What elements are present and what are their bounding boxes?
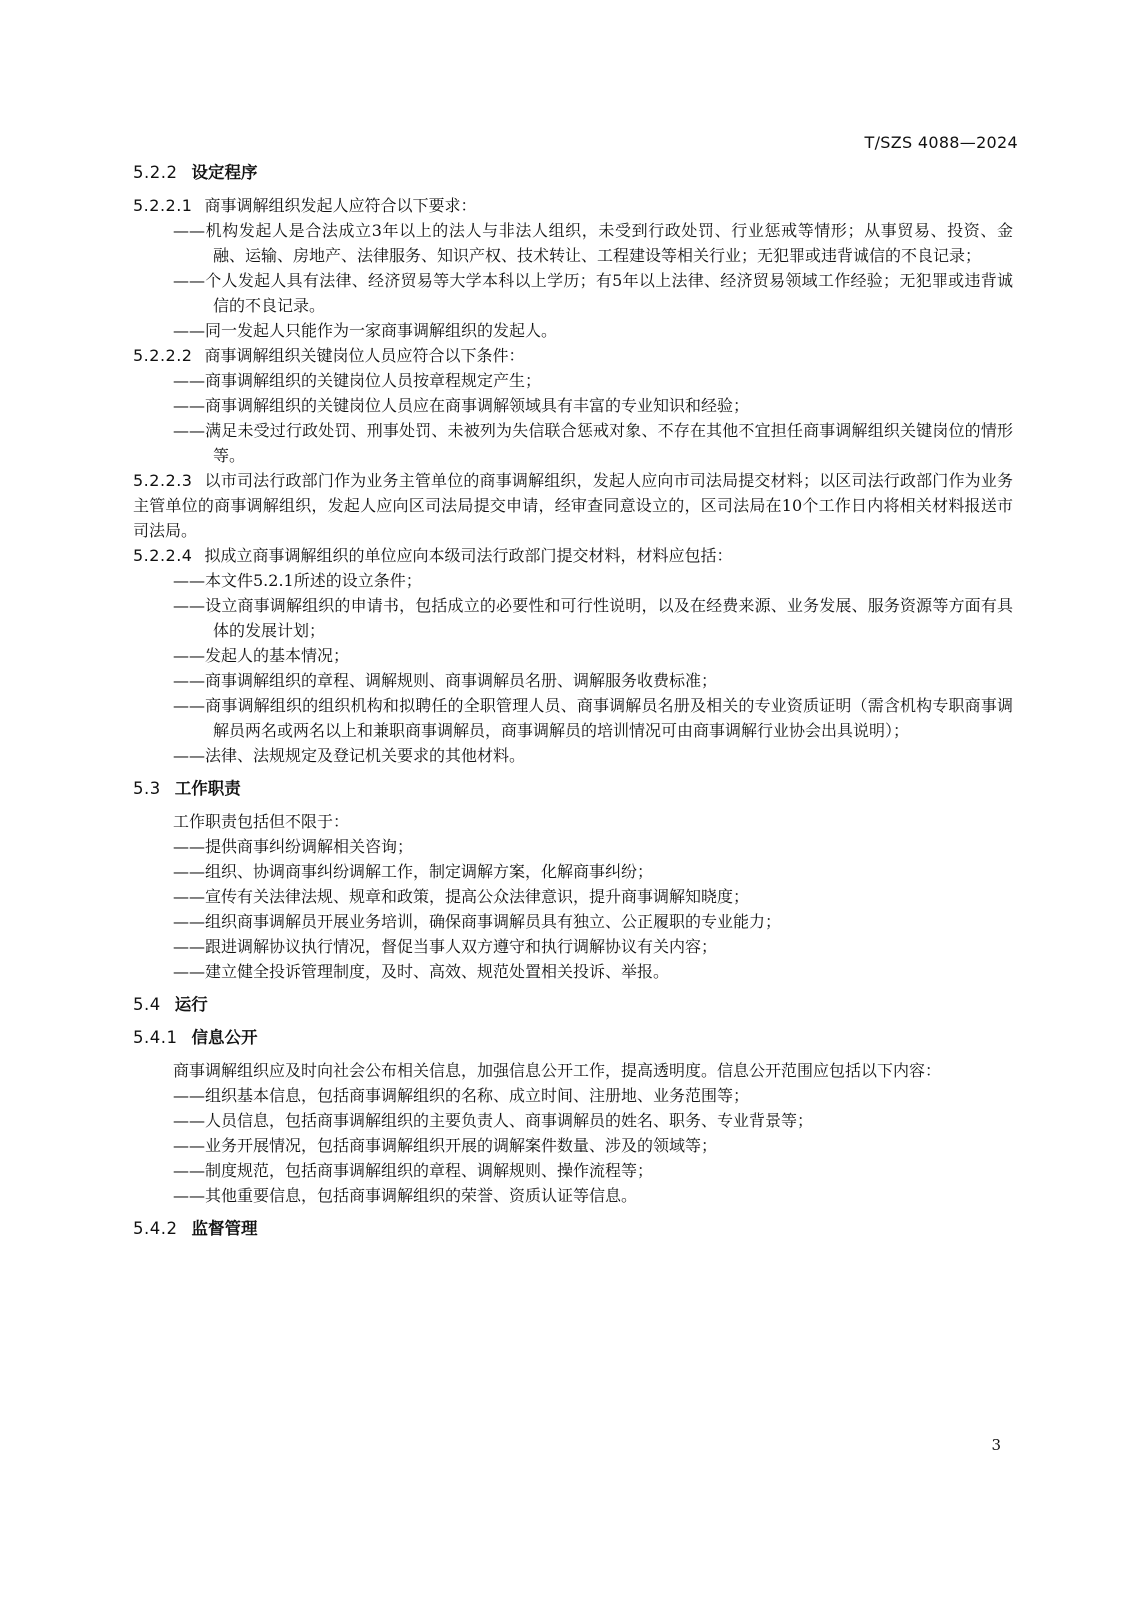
heading-title: 监督管理 bbox=[191, 1219, 258, 1238]
heading-5-4-1 bbox=[133, 1025, 1013, 1050]
list-item: ——提供商事纠纷调解相关咨询； bbox=[173, 837, 414, 856]
heading-number: 5.4 bbox=[133, 995, 161, 1014]
list-item: ——机构发起人是合法成立3年以上的法人与非法人组织，未受到行政处罚、行业惩戒等情形；从事贸易、投资、金融、运输、房地产、法律服务、知识产权、技术转让、工程建设等相关行业；无犯罪或违背诚信的不良记录； bbox=[173, 221, 1013, 265]
heading-5-4-2 bbox=[133, 1216, 1013, 1241]
heading-title: 运行 bbox=[174, 995, 208, 1014]
list-item: ——设立商事调解组织的申请书，包括成立的必要性和可行性说明，以及在经费来源、业务发展、服务资源等方面有具体的发展计划； bbox=[173, 596, 1013, 640]
heading-number: 5.4.1 bbox=[133, 1028, 178, 1047]
page-number: 3 bbox=[991, 1436, 1001, 1454]
list-item: ——业务开展情况，包括商事调解组织开展的调解案件数量、涉及的领域等； bbox=[173, 1136, 718, 1155]
clause-5-2-2-1 bbox=[133, 193, 1013, 218]
list-item: ——满足未受过行政处罚、刑事处罚、未被列为失信联合惩戒对象、不存在其他不宜担任商事调解组织关键岗位的情形等。 bbox=[173, 421, 1013, 465]
heading-number: 5.2.2 bbox=[133, 163, 178, 182]
list-item: ——组织、协调商事纠纷调解工作，制定调解方案，化解商事纠纷； bbox=[173, 862, 654, 881]
list-item: ——组织基本信息，包括商事调解组织的名称、成立时间、注册地、业务范围等； bbox=[173, 1086, 750, 1105]
list-item: ——发起人的基本情况； bbox=[173, 646, 350, 665]
list-item: ——本文件5.2.1所述的设立条件； bbox=[173, 571, 422, 590]
clause-text: 拟成立商事调解组织的单位应向本级司法行政部门提交材料，材料应包括： bbox=[204, 546, 733, 565]
section-intro: 商事调解组织应及时向社会公布相关信息，加强信息公开工作，提高透明度。信息公开范围应包括以下内容： bbox=[173, 1061, 942, 1080]
heading-5-3 bbox=[133, 776, 1013, 801]
heading-number: 5.4.2 bbox=[133, 1219, 178, 1238]
list-item: ——跟进调解协议执行情况，督促当事人双方遵守和执行调解协议有关内容； bbox=[173, 937, 718, 956]
clause-5-2-2-4 bbox=[133, 543, 1013, 568]
heading-5-4 bbox=[133, 992, 1013, 1017]
list-item: ——商事调解组织的组织机构和拟聘任的全职管理人员、商事调解员名册及相关的专业资质证明（需含机构专职商事调解员两名或两名以上和兼职商事调解员，商事调解员的培训情况可由商事调解行业协会出具说明）； bbox=[173, 696, 1013, 740]
list-item: ——个人发起人具有法律、经济贸易等大学本科以上学历；有5年以上法律、经济贸易领域工作经验；无犯罪或违背诚信的不良记录。 bbox=[173, 271, 1013, 315]
clause-number: 5.2.2.2 bbox=[133, 346, 193, 365]
list-item: ——商事调解组织的关键岗位人员按章程规定产生； bbox=[173, 371, 542, 390]
list-item: ——制度规范，包括商事调解组织的章程、调解规则、操作流程等； bbox=[173, 1161, 654, 1180]
list-item: ——同一发起人只能作为一家商事调解组织的发起人。 bbox=[173, 321, 558, 340]
clause-5-2-2-3 bbox=[133, 468, 1013, 543]
list-item: ——组织商事调解员开展业务培训，确保商事调解员具有独立、公正履职的专业能力； bbox=[173, 912, 782, 931]
list-item: ——其他重要信息，包括商事调解组织的荣誉、资质认证等信息。 bbox=[173, 1186, 638, 1205]
list-item: ——人员信息，包括商事调解组织的主要负责人、商事调解员的姓名、职务、专业背景等； bbox=[173, 1111, 814, 1130]
heading-title: 工作职责 bbox=[174, 779, 241, 798]
heading-5-2-2 bbox=[133, 160, 1013, 185]
heading-number: 5.3 bbox=[133, 779, 161, 798]
document-code: T/SZS 4088—2024 bbox=[864, 133, 1018, 152]
list-item: ——商事调解组织的关键岗位人员应在商事调解领域具有丰富的专业知识和经验； bbox=[173, 396, 750, 415]
list-item: ——商事调解组织的章程、调解规则、商事调解员名册、调解服务收费标准； bbox=[173, 671, 718, 690]
clause-number: 5.2.2.4 bbox=[133, 546, 193, 565]
clause-number: 5.2.2.3 bbox=[133, 471, 193, 490]
clause-text: 以市司法行政部门作为业务主管单位的商事调解组织，发起人应向市司法局提交材料；以区司法行政部门作为业务主管单位的商事调解组织，发起人应向区司法局提交申请，经审查同意设立的，区司法局在10个工作日内将相关材料报送市司法局。 bbox=[133, 471, 1013, 540]
clause-5-2-2-2 bbox=[133, 343, 1013, 368]
document-body bbox=[133, 160, 1013, 1249]
list-item: ——建立健全投诉管理制度，及时、高效、规范处置相关投诉、举报。 bbox=[173, 962, 670, 981]
section-intro: 工作职责包括但不限于： bbox=[173, 812, 350, 831]
heading-title: 信息公开 bbox=[191, 1028, 258, 1047]
clause-number: 5.2.2.1 bbox=[133, 196, 193, 215]
clause-text: 商事调解组织发起人应符合以下要求： bbox=[204, 196, 477, 215]
heading-title: 设定程序 bbox=[191, 163, 258, 182]
list-item: ——法律、法规规定及登记机关要求的其他材料。 bbox=[173, 746, 526, 765]
list-item: ——宣传有关法律法规、规章和政策，提高公众法律意识，提升商事调解知晓度； bbox=[173, 887, 750, 906]
clause-text: 商事调解组织关键岗位人员应符合以下条件： bbox=[204, 346, 525, 365]
